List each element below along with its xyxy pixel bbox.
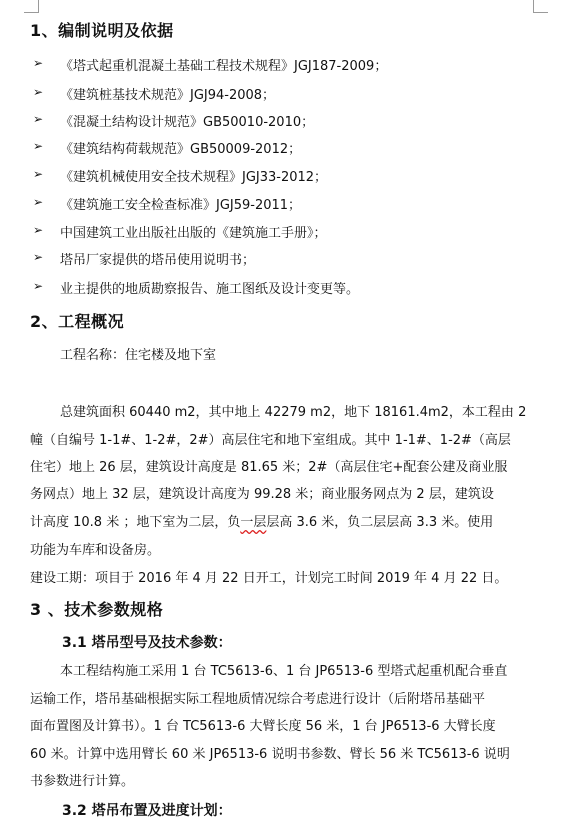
subsection-3-2-text: 3.2 塔吊布置及进度计划： — [62, 803, 232, 819]
paragraph-line: 60 米。计算中选用臂长 60 米 JP6513-6 说明书参数、臂长 56 米 TC5613-6 说明 — [30, 747, 510, 762]
list-item: 《混凝土结构设计规范》GB50010-2010； — [60, 115, 315, 130]
overview-line: 住宅）地上 26 层，建筑设计高度是 81.65 米；2#（高层住宅+配套公建及商业服 — [30, 460, 508, 475]
bullet-icon: ➢ — [33, 167, 44, 181]
overview-line: 务网点）地上 32 层，建筑设计高度为 99.28 米；商业服务网点为 2 层，建筑设 — [30, 487, 494, 502]
list-item: 业主提供的地质勘察报告、施工图纸及设计变更等。 — [60, 282, 360, 297]
bullet-icon: ➢ — [33, 139, 44, 153]
overview-text: 计高度 10.8 米 ；地下室为二层，负 — [30, 515, 241, 530]
bullet-icon: ➢ — [33, 279, 44, 293]
bullet-icon: ➢ — [33, 250, 44, 264]
project-name: 工程名称：住宅楼及地下室 — [60, 348, 217, 363]
bullet-icon: ➢ — [33, 195, 44, 209]
overview-line — [30, 511, 493, 530]
paragraph-line: 本工程结构施工采用 1 台 TC5613-6、1 台 JP6513-6 型塔式起重机配合垂直 — [60, 664, 508, 679]
section-3-heading: 3 、技术参数规格 — [30, 600, 164, 619]
paragraph-line: 面布置图及计算书）。1 台 TC5613-6 大臂长度 56 米，1 台 JP6513-6 大臂长度 — [30, 719, 496, 734]
overview-text: 层高 3.6 米，负二层层高 3.3 米。使用 — [266, 515, 494, 530]
construction-schedule: 建设工期：项目于 2016 年 4 月 22 日开工，计划完工时间 2019 年 4 月 22 日。 — [30, 571, 508, 586]
list-item: 《建筑桩基技术规范》JGJ94-2008； — [60, 88, 276, 103]
paragraph-line: 运输工作，塔吊基础根据实际工程地质情况综合考虑进行设计（后附塔吊基础平 — [30, 692, 486, 707]
page-corner-mark-right — [533, 0, 548, 13]
overview-line: 总建筑面积 60440 m2，其中地上 42279 m2，地下 18161.4m2，本工程由 2 — [60, 405, 527, 420]
list-item: 《建筑施工安全检查标准》JGJ59-2011； — [60, 198, 302, 213]
subsection-3-1-heading: 3.1 塔吊型号及技术参数： — [62, 635, 232, 651]
section-1-heading: 1、编制说明及依据 — [30, 21, 174, 40]
overview-line: 功能为车库和设备房。 — [30, 543, 161, 558]
list-item: 中国建筑工业出版社出版的《建筑施工手册》； — [60, 226, 327, 241]
bullet-icon: ➢ — [33, 223, 44, 237]
list-item: 《塔式起重机混凝土基础工程技术规程》JGJ187-2009； — [60, 59, 388, 74]
list-item: 《建筑结构荷载规范》GB50009-2012； — [60, 142, 302, 157]
section-2-heading: 2、工程概况 — [30, 312, 125, 331]
page-corner-mark-left — [24, 0, 39, 13]
bullet-icon: ➢ — [33, 85, 44, 99]
overview-line: 幢（自编号 1-1#、1-2#，2#）高层住宅和地下室组成。其中 1-1#、1-2#（高层 — [30, 433, 511, 448]
bullet-icon: ➢ — [33, 112, 44, 126]
list-item: 《建筑机械使用安全技术规程》JGJ33-2012； — [60, 170, 328, 185]
spellcheck-marked-text: 一层 — [240, 515, 267, 530]
subsection-3-2-heading — [62, 800, 232, 820]
bullet-icon: ➢ — [33, 56, 44, 70]
paragraph-line: 书参数进行计算。 — [30, 774, 135, 789]
list-item: 塔吊厂家提供的塔吊使用说明书； — [60, 253, 256, 268]
